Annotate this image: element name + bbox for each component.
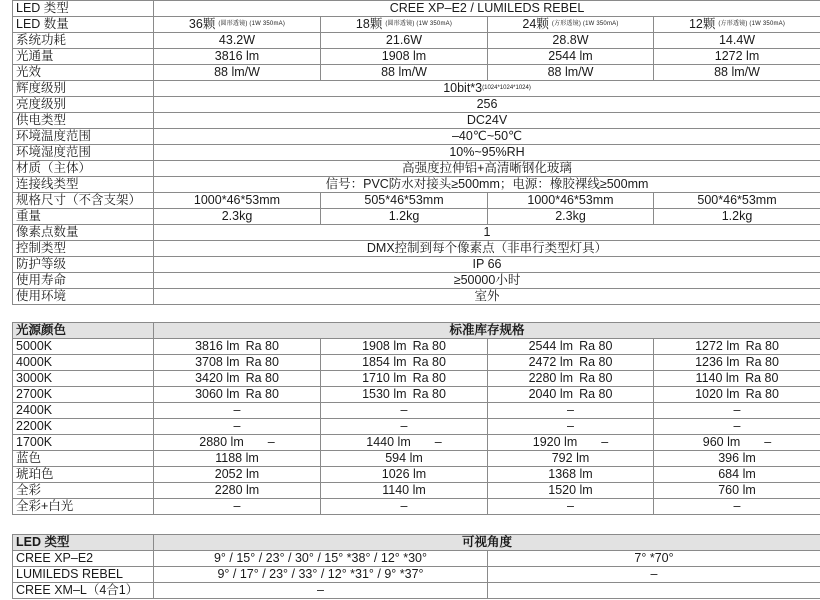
efficacy-cell: 88 lm/W: [321, 65, 488, 81]
control-value: DMX控制到每个像素点（非串行类型灯具）: [154, 241, 820, 257]
label-led-count: LED 数量: [13, 17, 154, 33]
cri-value: Ra 80: [745, 371, 779, 385]
color-cell: [654, 403, 820, 419]
lumen-value: 1908 lm: [362, 339, 407, 353]
label-ip: 防护等级: [13, 257, 154, 273]
lumen-value: –: [400, 403, 408, 417]
flux-cell: 2544 lm: [488, 49, 654, 65]
color-name: 蓝色: [13, 451, 154, 467]
flux-cell: 3816 lm: [154, 49, 321, 65]
angle-right: 7° *70°: [488, 551, 820, 567]
color-cell: [321, 403, 488, 419]
color-cell: [154, 371, 321, 387]
color-cell: [321, 435, 488, 451]
lumen-value: 684 lm: [718, 467, 756, 481]
label-life: 使用寿命: [13, 273, 154, 289]
color-cell: [321, 483, 488, 499]
lumen-value: –: [733, 499, 741, 513]
cri-value: Ra 80: [245, 355, 279, 369]
lumen-value: 3708 lm: [195, 355, 240, 369]
color-cell: [488, 483, 654, 499]
supply-value: DC24V: [154, 113, 820, 129]
color-cell: [488, 419, 654, 435]
color-cell: [321, 467, 488, 483]
angle-left: 9° / 15° / 23° / 30° / 15° *38° / 12° *30°: [154, 551, 488, 567]
size-cell: 505*46*53mm: [321, 193, 488, 209]
cri-value: Ra 80: [579, 387, 613, 401]
color-name: 3000K: [13, 371, 154, 387]
label-power: 系统功耗: [13, 33, 154, 49]
lumen-value: 2040 lm: [528, 387, 574, 401]
label-efficacy: 光效: [13, 65, 154, 81]
cri-value: Ra 80: [245, 371, 279, 385]
color-row: [13, 339, 820, 355]
color-name: 5000K: [13, 339, 154, 355]
angle-row-name: LUMILEDS REBEL: [13, 567, 154, 583]
lumen-value: 1026 lm: [381, 467, 427, 481]
color-cell: [321, 451, 488, 467]
env-value: 室外: [154, 289, 820, 305]
color-cell: [654, 435, 820, 451]
angle-left: 9° / 17° / 23° / 33° / 12° *31° / 9° *37°: [154, 567, 488, 583]
cri-value: Ra 80: [245, 339, 279, 353]
lumen-value: –: [233, 419, 241, 433]
angle-header-label: LED 类型: [13, 535, 154, 551]
angle-row-name: CREE XM–L（4合1）: [13, 583, 154, 599]
lumen-value: 1020 lm: [695, 387, 740, 401]
label-led-type: LED 类型: [13, 1, 154, 17]
label-brightness: 亮度级别: [13, 97, 154, 113]
color-name: 全彩+白光: [13, 499, 154, 515]
lumen-value: 2280 lm: [214, 483, 260, 497]
cri-value: Ra 80: [412, 339, 446, 353]
humidity-value: 10%~95%RH: [154, 145, 820, 161]
lumen-value: 1920 lm: [532, 435, 578, 449]
label-weight: 重量: [13, 209, 154, 225]
flux-cell: 1908 lm: [321, 49, 488, 65]
angle-header-title: 可视角度: [154, 535, 820, 551]
color-cell: [154, 355, 321, 371]
angle-table: [12, 534, 820, 599]
power-cell: 21.6W: [321, 33, 488, 49]
color-cell: [154, 435, 321, 451]
color-row: [13, 467, 820, 483]
color-row: [13, 483, 820, 499]
lumen-value: 1236 lm: [695, 355, 740, 369]
lumen-value: –: [233, 499, 241, 513]
lumen-value: 1710 lm: [362, 371, 407, 385]
cri-value: Ra 80: [579, 339, 613, 353]
lumen-value: –: [567, 499, 574, 513]
lumen-value: 3420 lm: [195, 371, 240, 385]
led-count-cell: 18颗 (圆形透镜) (1W 350mA): [321, 17, 488, 33]
color-cell: [654, 387, 820, 403]
lumen-value: –: [233, 403, 241, 417]
brightness-value: 256: [154, 97, 820, 113]
power-cell: 14.4W: [654, 33, 820, 49]
lumen-value: 1440 lm: [366, 435, 411, 449]
angle-row-name: CREE XP–E2: [13, 551, 154, 567]
cri-value: Ra 80: [412, 387, 446, 401]
lumen-value: 1140 lm: [382, 483, 426, 497]
angle-right: –: [488, 567, 820, 583]
lumen-value: 2880 lm: [199, 435, 244, 449]
size-cell: 1000*46*53mm: [154, 193, 321, 209]
lumen-value: 1272 lm: [695, 339, 740, 353]
lumen-value: 1140 lm: [695, 371, 740, 385]
size-cell: 500*46*53mm: [654, 193, 820, 209]
color-cell: [654, 467, 820, 483]
efficacy-cell: 88 lm/W: [488, 65, 654, 81]
cri-dash: –: [601, 435, 609, 449]
lumen-value: 792 lm: [551, 451, 590, 465]
color-cell: [154, 403, 321, 419]
cri-value: Ra 80: [412, 355, 446, 369]
color-cell: [321, 355, 488, 371]
label-temp: 环境温度范围: [13, 129, 154, 145]
label-control: 控制类型: [13, 241, 154, 257]
material-value: 高强度拉伸铝+高清晰钢化玻璃: [154, 161, 820, 177]
cri-dash: –: [764, 435, 772, 449]
color-cell: [654, 451, 820, 467]
flux-cell: 1272 lm: [654, 49, 820, 65]
color-cell: [321, 419, 488, 435]
color-cell: [488, 499, 654, 515]
color-cell: [154, 483, 321, 499]
color-cell: [488, 435, 654, 451]
lumen-value: 1530 lm: [362, 387, 407, 401]
color-cell: [154, 451, 321, 467]
color-row: [13, 355, 820, 371]
led-count-cell: 24颗 (方形透镜) (1W 350mA): [488, 17, 654, 33]
label-pixels: 像素点数量: [13, 225, 154, 241]
cable-value: 信号：PVC防水对接头≥500mm；电源：橡胶裸线≥500mm: [154, 177, 820, 193]
color-name: 2200K: [13, 419, 154, 435]
color-row: [13, 403, 820, 419]
led-count-cell: 12颗 (方形透镜) (1W 350mA): [654, 17, 820, 33]
label-cable: 连接线类型: [13, 177, 154, 193]
color-name: 全彩: [13, 483, 154, 499]
angle-right: [488, 583, 820, 599]
label-size: 规格尺寸（不含支架）: [13, 193, 154, 209]
cri-dash: –: [267, 435, 275, 449]
color-cell: [654, 371, 820, 387]
cri-value: Ra 80: [745, 339, 779, 353]
weight-cell: 2.3kg: [154, 209, 321, 225]
color-name: 2400K: [13, 403, 154, 419]
lumen-value: –: [400, 419, 408, 433]
cri-value: Ra 80: [412, 371, 446, 385]
pixels-value: 1: [154, 225, 820, 241]
lumen-value: 960 lm: [702, 435, 741, 449]
color-cell: [321, 499, 488, 515]
label-gray: 辉度级别: [13, 81, 154, 97]
led-type-value: CREE XP–E2 / LUMILEDS REBEL: [154, 1, 820, 17]
color-cell: [321, 339, 488, 355]
lumen-value: 396 lm: [718, 451, 756, 465]
led-count-cell: 36颗 (圆形透镜) (1W 350mA): [154, 17, 321, 33]
color-cell: [321, 371, 488, 387]
life-value: ≥50000小时: [154, 273, 820, 289]
color-cell: [321, 387, 488, 403]
cri-value: Ra 80: [745, 387, 779, 401]
color-row: [13, 419, 820, 435]
label-flux: 光通量: [13, 49, 154, 65]
label-humidity: 环境湿度范围: [13, 145, 154, 161]
color-cell: [654, 339, 820, 355]
power-cell: 28.8W: [488, 33, 654, 49]
label-material: 材质（主体）: [13, 161, 154, 177]
efficacy-cell: 88 lm/W: [654, 65, 820, 81]
color-row: [13, 371, 820, 387]
color-row: [13, 499, 820, 515]
angle-left: –: [154, 583, 488, 599]
lumen-value: 1188 lm: [215, 451, 259, 465]
color-cell: [488, 467, 654, 483]
power-cell: 43.2W: [154, 33, 321, 49]
cri-dash: –: [434, 435, 442, 449]
temp-value: –40℃~50℃: [154, 129, 820, 145]
ip-value: IP 66: [154, 257, 820, 273]
lumen-value: 2544 lm: [528, 339, 574, 353]
color-cell: [154, 467, 321, 483]
cri-value: Ra 80: [745, 355, 779, 369]
lumen-value: –: [733, 403, 741, 417]
color-cell: [154, 499, 321, 515]
color-cell: [488, 371, 654, 387]
color-row: [13, 387, 820, 403]
lumen-value: –: [733, 419, 741, 433]
cri-value: Ra 80: [579, 371, 613, 385]
weight-cell: 1.2kg: [654, 209, 820, 225]
color-cell: [654, 419, 820, 435]
color-cell: [154, 339, 321, 355]
lumen-value: 2052 lm: [214, 467, 260, 481]
color-header-title: 标准库存规格: [154, 323, 820, 339]
color-row: [13, 435, 820, 451]
label-env: 使用环境: [13, 289, 154, 305]
weight-cell: 1.2kg: [321, 209, 488, 225]
lumen-value: 3816 lm: [195, 339, 240, 353]
color-cell: [488, 339, 654, 355]
color-cell: [488, 387, 654, 403]
cri-value: Ra 80: [245, 387, 279, 401]
color-rows: [13, 339, 820, 515]
lumen-value: 1854 lm: [362, 355, 407, 369]
lumen-value: 760 lm: [718, 483, 756, 497]
lumen-value: 594 lm: [385, 451, 423, 465]
color-cell: [154, 387, 321, 403]
lumen-value: –: [400, 499, 408, 513]
color-cell: [488, 451, 654, 467]
label-supply: 供电类型: [13, 113, 154, 129]
color-row: [13, 451, 820, 467]
color-name: 1700K: [13, 435, 154, 451]
lumen-value: 3060 lm: [195, 387, 240, 401]
color-cell: [154, 419, 321, 435]
cri-value: Ra 80: [579, 355, 613, 369]
size-cell: 1000*46*53mm: [488, 193, 654, 209]
spec-table: [12, 0, 820, 305]
color-name: 琥珀色: [13, 467, 154, 483]
efficacy-cell: 88 lm/W: [154, 65, 321, 81]
color-cell: [654, 499, 820, 515]
color-cell: [654, 483, 820, 499]
weight-cell: 2.3kg: [488, 209, 654, 225]
color-header-label: 光源颜色: [13, 323, 154, 339]
lumen-value: –: [567, 419, 574, 433]
color-cell: [488, 355, 654, 371]
lumen-value: 1520 lm: [548, 483, 593, 497]
color-name: 2700K: [13, 387, 154, 403]
lumen-value: 1368 lm: [548, 467, 593, 481]
gray-value: 10bit*3(1024*1024*1024): [154, 81, 820, 97]
color-name: 4000K: [13, 355, 154, 371]
color-cell: [488, 403, 654, 419]
color-table: [12, 322, 820, 515]
lumen-value: 2472 lm: [528, 355, 574, 369]
lumen-value: 2280 lm: [528, 371, 574, 385]
color-cell: [654, 355, 820, 371]
lumen-value: –: [567, 403, 574, 417]
